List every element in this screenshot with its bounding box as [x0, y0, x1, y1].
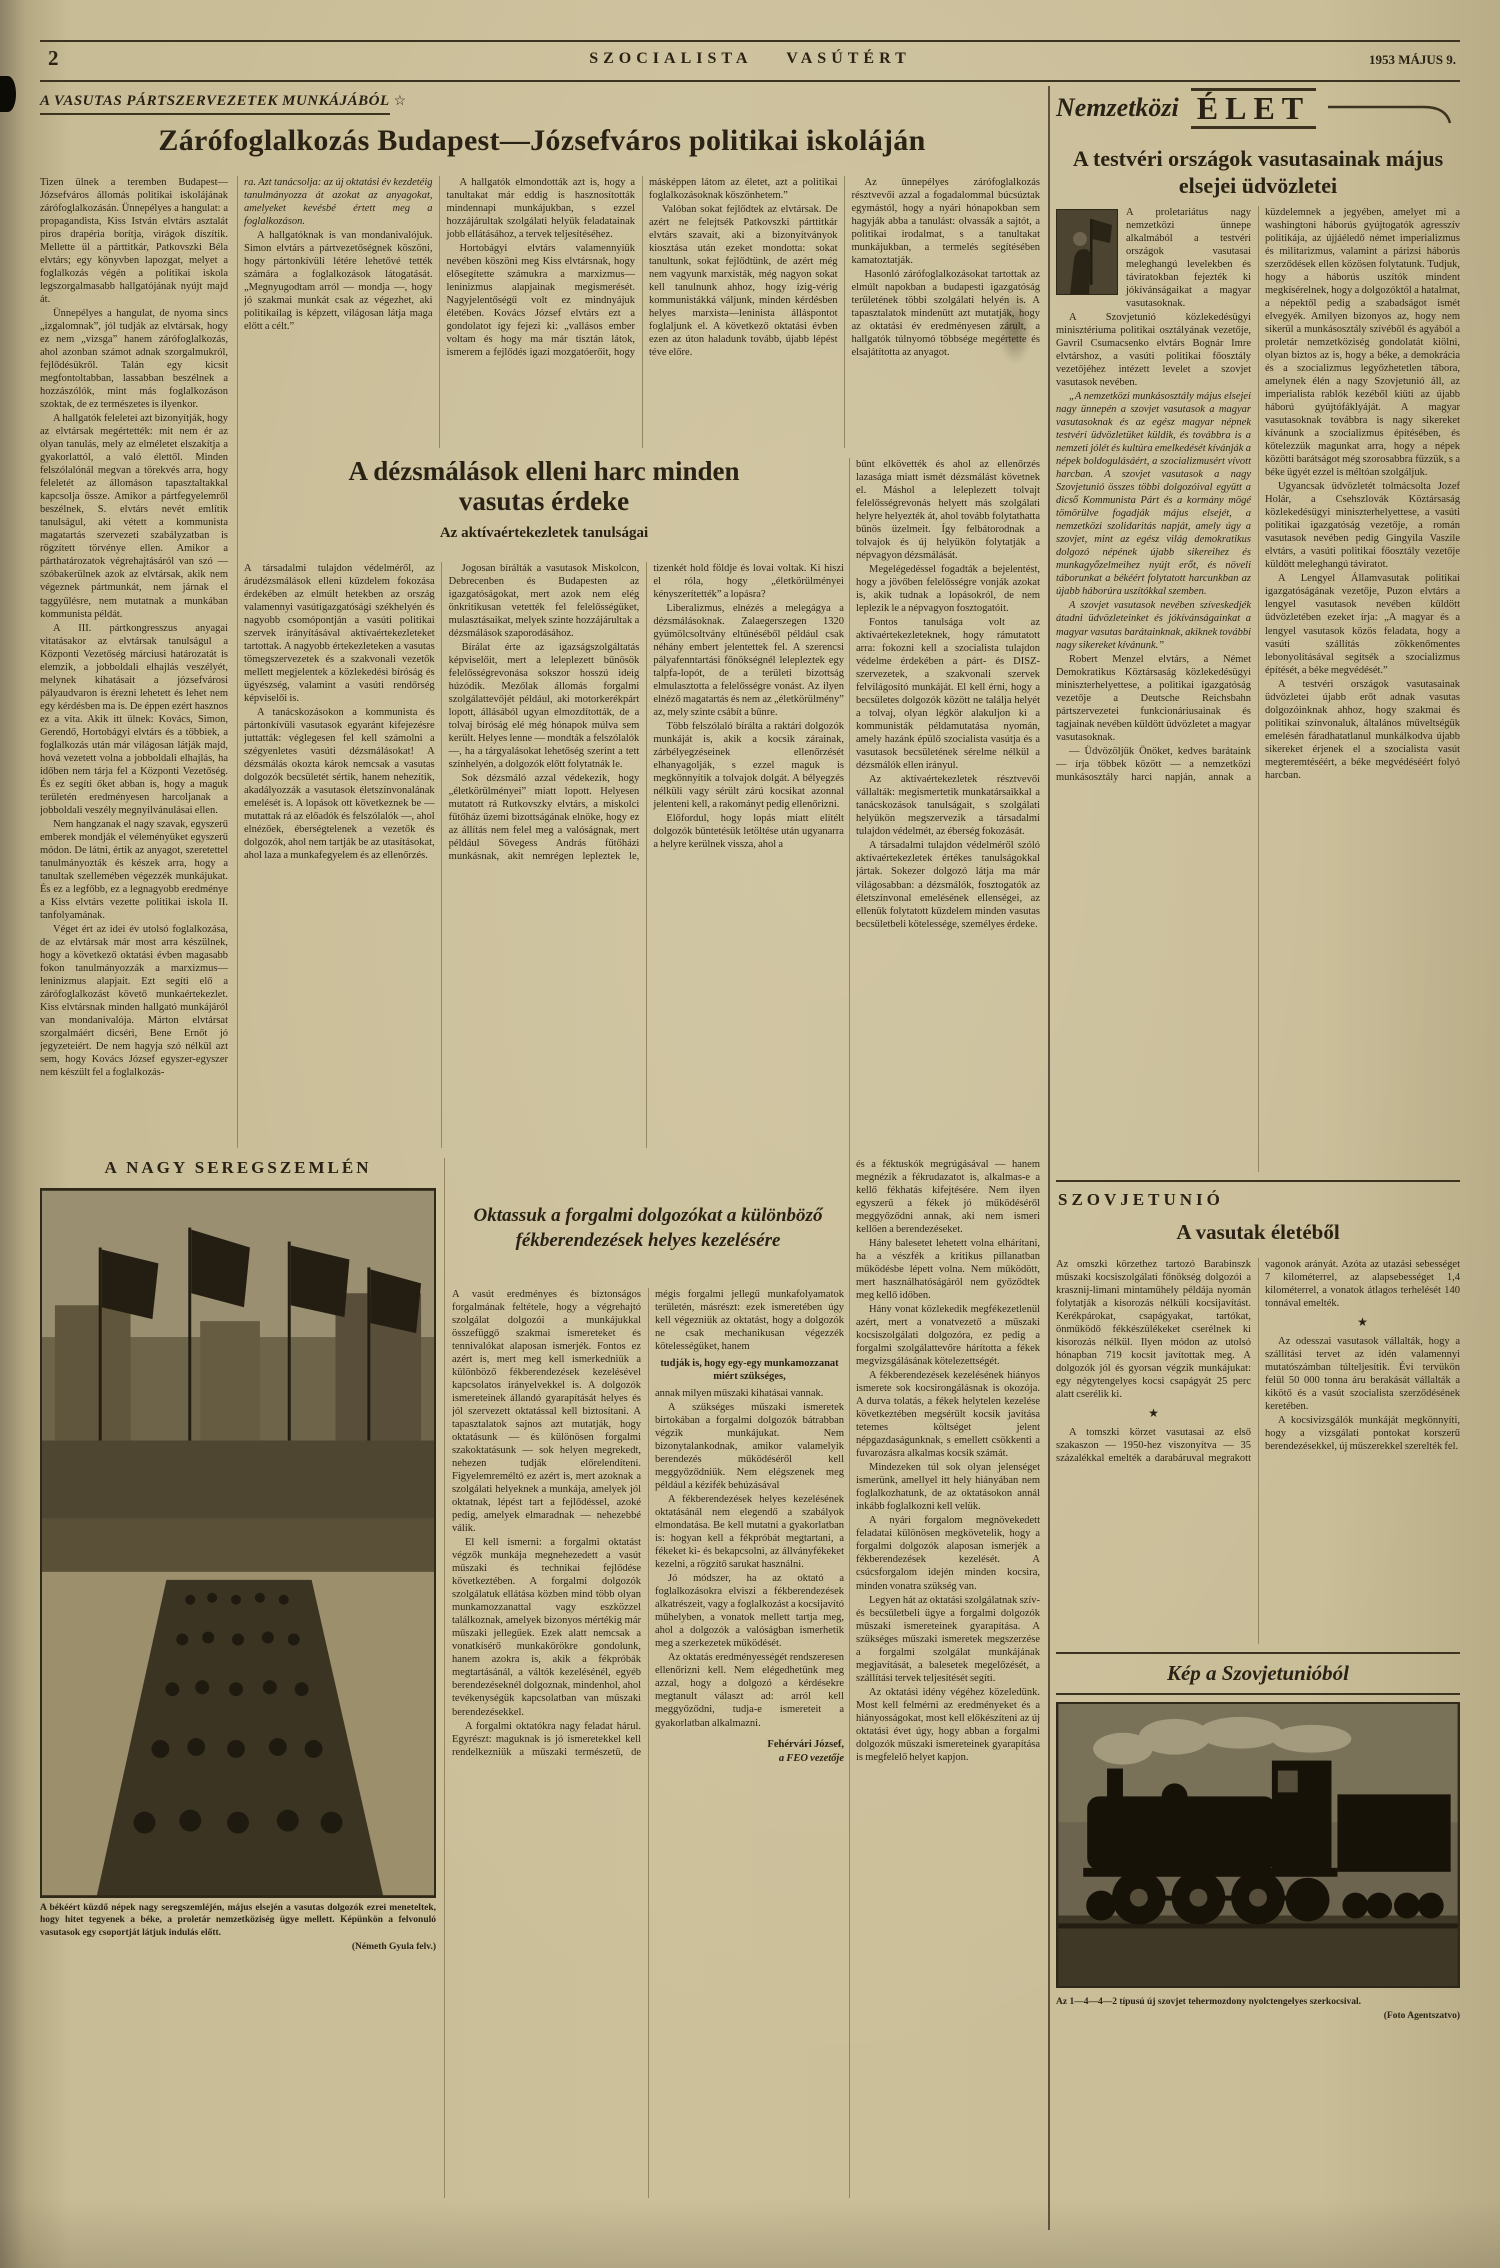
flourish-line [1328, 91, 1458, 125]
article-paragraph: Valóban sokat fejlődtek az elvtársak. De azért ne felejtsék Patkovszki párttitkár elvtárs szavait, aki a bizonyítványok kiosztása után ezeket mondotta: sokat tanultunk, sokat fejlődtünk, de azért még nem vagyunk marxisták, még nagyon sokat kell tanulnunk ahhoz, hogy ízig-vérig kommunistákká váljunk, minden kérdésben helyes marxista—leninista álláspontot foglaljunk el. A következő oktatási évben ezen az úton haladunk tovább, újabb lépést téve előre. [649, 204, 838, 359]
column-rule [444, 1158, 445, 2198]
international-title: ÉLET [1191, 88, 1316, 129]
article-paragraph: — Üdvözöljük Önöket, kedves barátaink — írja többek között — a nemzetközi munkásosztály harci napján, annak a küzdelemnek a jegyében, amelyet mi a washingtoni háborús gyújtogatók agresszív politikája, az újjáéledő német imperializmus és militarizmus, valamint a párizsi háborús szerződések ellen közösen folytatunk. Tudjuk, hogy a háborús uszítók mindent megkísérelnek, hogy a dolgozóktól a hatalmat, a népektől pedig a szabadságot ismét elvegyék. Amilyen bizonyos az, hogy nem sikerül a munkásosztály szívéből és agyából a proletár nemzetköziség gondolatát kiölni, olyan biztos az is, hogy a béke, a demokrácia és a szocializmus legyőzhetetlen tábora, amelynek élén a nagy Szovjetunió áll, az imperialista rablók kezéből kiüti az újabb háború gyújtófáklyáját. A magyar vasutasoknak továbbra is nagy sikereket kívánunk a szocializmus építésében, és kötelezzük magunkat arra, hogy a népek közötti barátságot még szorosabbra fűzzük, s a béke ügyét ezzel is méltóan szolgáljuk. [1056, 207, 1460, 783]
article-paragraph: Ünnepélyes a hangulat, de nyoma sincs „izgalomnak”, jól tudják az elvtársak, hogy ez nem „vizsga” hanem zárófoglalkozás, ahol azonban számot adnak szorgalmukról, fejlődésükről. Talán egy kicsit megfontoltabban, lassabban beszélnek a hozzászólók, mint más foglalkozáson szoktak, de ez természetes is ilyenkor. [40, 308, 228, 411]
page-number: 2 [48, 46, 59, 70]
article-paragraph: Az aktívaértekezletek résztvevői vállalták: megismertetik munkatársaikkal a tanácskozások tanulságait, s szolgálati helyükön megszervezik a társadalmi tulajdon védelmét, az éberség fokozását. [856, 774, 1040, 838]
article-paragraph: Tizen ülnek a teremben Budapest—Józsefváros állomás politikai iskolájának zárófoglalkozásán. Ünnepélyes a hangulat: a propagandista, Kiss István elvtárs asztalát piros drapéria borítja, virágok díszítik. Mellette ül a párttitkár, Patkovszki Béla elvtárs; egy könyvben lapozgat, melyet a foglalkozás végén a politikai iskola legszorgalmasabb hallgatójának nyújt majd át. [40, 177, 228, 306]
article-paragraph: bűnt elkövették és ahol az ellenőrzés lazasága miatt ismét dézsmálást követnek el. Máshol a leleplezett tolvajt felelősségrevonás helyett más szolgálati helyre helyezték át, ahol tovább folytathatta bűnös üzelmeit. Így felbátorodnak a tolvajok és új helyükön folytatják a népvagyon dézsmálását. [856, 459, 1040, 562]
article-paragraph: Nem hangzanak el nagy szavak, egyszerű emberek mondják el véleményüket egyszerű módon. De látni, értik az anyagot, szeretettel tanulmányozták és készek arra, hogy a tanultak szellemében végezzék munkájukat. És ez a legfőbb, ez a legnagyobb eredménye a Kiss elvtárs vezette politikai iskola II. tanfolyamának. [40, 818, 228, 921]
article-paragraph: A szovjet vasutasok nevében szíveskedjék átadni üdvözleteinket és jókívánságainkat a magyar vasutas barátainknak, akiknek további nagy sikereket kívánunk.” [1056, 600, 1251, 651]
article-paragraph: ★ [1357, 1315, 1368, 1330]
article-paragraph: Az odesszai vasutasok vállalták, hogy a szállítási tervet az idén valamennyi mutatószámban túlteljesítik. Évi tervükön felül 50 000 tonna áru berakását vállalták a kikötő és a vasút szocialista szerződésének keretében. [1265, 1335, 1460, 1413]
main-article-title: Zárófoglalkozás Budapest—Józsefváros politikai iskoláján [158, 124, 926, 157]
locomotive-caption-text: Az 1—4—4—2 típusú új szovjet tehermozdony nyolctengelyes szerkocsival. [1056, 1997, 1362, 2007]
article-paragraph: Fehérvári József, [767, 1738, 844, 1750]
greetings-body [1056, 206, 1460, 1172]
article-paragraph: Előfordul, hogy lopás miatt elítélt dolgozók büntetésük letöltése után ugyanarra a helyre kerülnek vissza, ahol a [653, 813, 844, 851]
article-paragraph: Legyen hát az oktatási szolgálatnak szív- és becsületbeli ügye a forgalmi dolgozók műszaki ismereteinek gyarapítása. A szükséges műszaki ismeretek megszerzése a forgalmi szolgálat munkájának megjavítását, a balesetek megelőzését, a szállítási tervek teljesítését segíti. [856, 1594, 1040, 1684]
article-paragraph: El kell ismerni: a forgalmi oktatást végzők munkája megnehezedett a vasút műszaki és technikai fejlődése következtében. A forgalmi dolgozók szolgálatuk ellátása közben mind több olyan munkamozzanattal vagy eszközzel találkoznak, amelyek bizonyos mértékig már műszaki jellegűek. Ezek alatt nemcsak a vonatkísérő munkakörökre gondolunk, hanem azokra is, akik a fékpróbák megtartásánál, a váltók kezelésénél, egyéb berendezéseknél dolgoznak, mindenhol, ahol tevékenységük kapcsolatban van műszaki berendezésekkel. [452, 1537, 641, 1718]
soviet-section-rule [1056, 1180, 1460, 1182]
main-article-col1 [40, 176, 228, 1148]
article-paragraph: A Lengyel Államvasutak politikai igazgatóságának vezetője, Puzon elvtárs a lengyel vasutasok nevében küldött üdvözletében ezeket írja: „A magyar és a lengyel vasutasok közös feladata, hogy a vasúti szállítás zökkenőmentes lebonyolításával segítsék a szocializmus építését, a béke megvédését.” [1265, 573, 1460, 676]
article-paragraph: A Szovjetunió közlekedésügyi minisztériuma politikai osztályának vezetője, Gavril Csumacsenko elvtárs Bognár Imre elvtárshoz, a vasúti politikai főosztály vezetőjéhez intézett levelet a szovjet vasutasok nevében. [1056, 312, 1251, 389]
article-paragraph: A tanácskozásokon a kommunista és pártonkívüli vasutasok egyaránt kifejezésre juttatták: véglegesen fel kell számolni a szégyenletes vasúti dézsmálásokat! A dézsmálás okozta károk nemcsak a vasutas dolgozók becsületét sértik, hanem nehezítik, akadályozzák a vasutasok életszínvonalának emelését is. A lopások ott következnek be — mutattak rá az előadók és felszólalók —, ahol elnézőek, éberségtelenek a vezetők és dolgozók, ahol nem tartják be az utasításokat, ahol laza a munkafegyelem és az ellenőrzés. [244, 707, 435, 862]
article-paragraph: A hallgatók feleletei azt bizonyítják, hogy az elvtársak megértették: mit nem ér az olyan tanulás, mely az elméletet elszakítja a gyakorlattól, a való élettől. Minden felszólalónál megvan a törekvés arra, hogy feleletét az állomáson tapasztaltakkal kapcsolja össze. Amikor a pártfegyelemről beszélnek, S. elvtárs nevét említik tanulságul, aki vétett a kommunista magatartás szervezeti szabályzatban is rögzített törvénye ellen. Amikor a párthatározatok végrehajtásáról van szó — szóbakerülnek azok az elvtársak, akik nem végeznek pártmunkát, nem járnak el taggyűlésre, nem mutatnak a munkában kommunista példát. [40, 413, 228, 620]
article-paragraph: A proletariátus nagy nemzetközi ünnepe alkalmából a testvéri országok vasutasai meleghangú levelekben és táviratokban fejezték ki jókívánságaikat a magyar vasutasoknak. [1126, 207, 1251, 310]
parade-caption-text: A békéért küzdő népek nagy seregszemléjén, május elsején a vasutas dolgozók ezrei meneteltek, hogy hitet tegyenek a béke, a proletár nemzetköziség ügye mellett. Képünkön a felvonuló vasutasok egy csoportját látjuk indulás előtt. [40, 1903, 436, 1938]
article-paragraph: Mindezeken túl sok olyan jelenséget ismerünk, amellyel itt hely hiányában nem foglalkozhatunk, de az oktatásokon annál inkább foglalkozni kell velük. [856, 1462, 1040, 1513]
article-paragraph: Sok dézsmáló azzal védekezik, hogy „életkörülményei” miatt lopott. Helyesen mutatott rá Rutkovszky elvtárs, a miskolci fűtőház üzemi bizottságának elnöke, hogy ez az állítás nem felel meg a valóságnak, mert például Sövegess András fűtőházi munkásnak, akit nemrégen lepleztek le, tizenkét hold földje és lovai voltak. Ki hiszi el róla, hogy „életkörülményei kényszerítették” a lopásra? [448, 563, 844, 863]
article-paragraph: A forgalmi oktatókra nagy feladat hárul. Egyrészt: maguknak is jó ismeretekkel kell rendelkezniük a műszaki természetű, de mégis forgalmi jellegű munkafolyamatok területén, másrészt: ezek ismeretében úgy kell végezniük az oktatást, hogy a dolgozók ne csak mechanikusan végezzék kötelességüket, hanem [452, 1289, 844, 1758]
soviet-photo-title: Kép a Szovjetunióból [1056, 1652, 1460, 1695]
article-paragraph: A társadalmi tulajdon védelméről, az árudézsmálások elleni küzdelem fokozása érdekében az elmúlt hetekben az ország valamennyi vasútigazgatósági székhelyén és nagyobb csomópontján a vasúti politikai szervek irányításával aktívaértekezleteket tartottak. A nagyobb értekezleteken a vasutas tömegszervezetek és a szakvonali vezetők mellett megjelentek a közlekedési bíróság és ügyészség, valamint a vasúti rendőrség képviselői is. [244, 563, 435, 705]
main-article-columns [244, 176, 1040, 448]
article-paragraph: Robert Menzel elvtárs, a Német Demokratikus Köztársaság közlekedésügyi miniszterhelyettese, a politikai igazgatóság vezetője a Deutsche Reichsbahn pártszervezetei funkcionáriusainak és tagjainak nevében küldött üdvözletet a magyar vasutasoknak. [1056, 653, 1251, 743]
article-paragraph: Hasonló zárófoglalkozásokat tartottak az elmúlt napokban a budapesti igazgatóság területének többi szolgálati helyén is. A tapasztalatok mindenütt azt mutatják, hogy az oktatási év eredményesen zárult, a hallgatók túlnyomó többsége megértette és elsajátította az anyagot. [851, 269, 1040, 359]
article-paragraph: Az oktatás eredményességét rendszeresen ellenőrizni kell. Nem elégedhetünk meg azzal, hogy a dolgozó a kérdésekre megtanult választ ad: arról kell meggyőződni, tudja-e ismereteit a gyakorlatban alkalmazni. [655, 1652, 844, 1729]
locomotive-caption [1056, 1996, 1460, 2023]
parade-photo-credit: (Németh Gyula felv.) [351, 1942, 436, 1953]
brakes-article-body [452, 1288, 844, 2198]
soviet-railways-body [1056, 1258, 1460, 1644]
brakes-article-title: Oktassuk a forgalmi dolgozókat a különböző fékberendezések helyes kezelésére [473, 1205, 823, 1251]
mayday-illustration [1056, 209, 1118, 295]
article-paragraph: Bírálat érte az igazságszolgáltatás képviselőit, mert a leleplezett bűnösök felelősségrevonása sokszor hosszú ideig húzódik. Mezőlak állomás forgalmi szolgálattevőjét például, aki motorkerékpárt lopott, állásából ugyan elmozdították, de a tolvaj bíróság elé még hónapok múlva sem került. Helyes lenne — mondták a felszólalók —, ha a tárgyalásokat lehetőség szerint a tett színhelyén, a dolgozók előtt folytatnák le. [448, 642, 640, 771]
header-rule-top [40, 40, 1460, 42]
article-paragraph: Jó módszer, ha az oktató a foglalkozásokra elviszi a fékberendezések alkatrészeit, vagy a foglalkozást a kocsijavító műhelyben, a vonatok mellett tartja meg, ahol a dolgozók a valóságban ismerhetik meg a szerkezetek működését. [655, 1573, 844, 1650]
dezsma-subtitle: Az aktívaértekezletek tanulságai [439, 525, 649, 542]
article-paragraph: Véget ért az idei év utolsó foglalkozása, de az elvtársak már most arra készülnek, hogy a következő oktatási évben magasabb fokon tanulmányozzák a marxizmus—leninizmus alapjait. Ezt segíti elő a zárófoglalkozást követő munkaértekezlet. Kiss elvtársnak minden hallgató munkájáról van mondanivalója. Márton elvtársat szorgalmáért dicséri, Bene Ernőt jó jegyzeteiért. De nem hagyja szó nélkül azt sem, hogy Kovács József egyszer-egyszer nem készült fel a foglalkozás- [40, 923, 228, 1079]
article-paragraph: annak milyen műszaki kihatásai vannak. [655, 1388, 824, 1400]
soviet-section-header: SZOVJETUNIÓ [1058, 1190, 1224, 1209]
locomotive-photo-frame [1056, 1702, 1460, 1988]
article-paragraph: Hány vonat közlekedik megfékezetlenül azért, mert a vonatvezető a műszaki kocsiszolgálati dolgozóra, ez pedig a forgalmi szolgálattevőre hárította a fékek megvizsgálásának kötelezettségét. [856, 1304, 1040, 1368]
soviet-railways-title: A vasutak életéből [1176, 1220, 1340, 1244]
article-paragraph: Az oktatási idény végéhez közeledünk. Most kell felmérni az eredményeket és a hiányosságokat, most kell előkészíteni az új oktatási évet úgy, hogy abban a forgalmi dolgozók műszaki ismereteinek gyarapítása is megfelelő helyet kapjon. [856, 1686, 1040, 1763]
article-paragraph: tudják is, hogy egy-egy munkamozzanat miért szükséges, [660, 1358, 839, 1383]
article-paragraph: Több felszólaló bírálta a raktári dolgozók munkáját is, akik a kocsik zárainak, zárbélyegzéseinek ellenőrzését elhanyagolják, s ezzel maguk is megkönnyítik a tolvajok dolgát. A bélyegzés nélküli vagy sérült zárú kocsikat azonnal jelenteni kell, a rakományt pedig ellenőrizni. [653, 721, 844, 811]
article-paragraph: A kocsivizsgálók munkáját megkönnyíti, hogy a vizsgálati pontokat korszerű berendezésekkel, új műszerekkel szerelték fel. [1265, 1415, 1460, 1453]
article-paragraph: Jogosan bírálták a vasutasok Miskolcon, Debrecenben és Budapesten az igazgatóságokat, mert azok nem elég önkritikusan vetették fel felelősségüket, mulasztásaikat, melyek szinte hozzájárultak a dézsmálások szaporodásához. [448, 563, 640, 640]
scan-artifact [0, 76, 16, 112]
article-paragraph: A nyári forgalom megnövekedett feladatai különösen megkövetelik, hogy a forgalmi dolgozók alaposan ismerjék a fékberendezések kezelését. A csúcsforgalom idején minden kocsira, minden vonatra szükség van. [856, 1515, 1040, 1592]
article-paragraph: A fékberendezések helyes kezelésének oktatásánál nem elegendő a szabályok elmondatása. Be kell mutatni a gyakorlatban is: hogyan kell a fékpróbát megtartani, a fékeket ki- és bekapcsolni, az állványfékeket kezelni, a rögzítő sarukat használni. [655, 1494, 844, 1571]
greetings-title: A testvéri országok vasutasainak május elsejei üdvözletei [1072, 146, 1444, 198]
article-paragraph: Az omszki körzethez tartozó Barabinszk műszaki kocsiszolgálati főnökség dolgozói a krasznij-limani mintaműhely példája nyomán folytatják a kisorozás nélküli kocsijavítást. Kerékpárokat, csapágyakat, tartókat, önműködő fékkészülékeket cserélnek ki kisorozás nélkül. Ilyen módon az utolsó hónapban 719 kocsit javítottak meg. A dolgozók jól és gyorsan végzik munkájukat: egy négytengelyes kocsi csapágyát 25 perc alatt cserélik ki. [1056, 1259, 1251, 1401]
masthead: SZOCIALISTA VASÚTÉRT [589, 50, 911, 67]
international-prefix: Nemzetközi [1056, 93, 1179, 123]
article-paragraph: ★ [1148, 1406, 1159, 1421]
article-paragraph: Fontos tanulsága volt az aktívaértekezleteknek, hogy rámutatott arra: fokozni kell a szocialista tulajdon védelme érdekében a párt- és DISZ-szervezetek, a szakvonali szervek felvilágosító munkáját. El kell érni, hogy a becsületes dolgozók között ne találja helyét a tolvaj, olyan légkör alakuljon ki a kommunisták példamutatása nyomán, amely hazánk épülő szocialista vasútja és a vasutasok becsületének sérelme nélkül a dézsmálók ellen irányul. [856, 617, 1040, 772]
column-rule [237, 176, 238, 1148]
article-paragraph: A testvéri országok vasutasainak üdvözletei újabb erőt adnak vasutas dolgozóinknak ahhoz, hogy szakmai és politikai színvonaluk, általános műveltségük emelésén fáradhatatlanul munkálkodva újabb sikereket érjenek el a szocialista vasút megteremtéséért, a béke megvédéséért folyó harcban. [1265, 678, 1460, 781]
dezsma-body [244, 562, 844, 1148]
dezsma-side-column [856, 458, 1040, 1148]
parade-photo [40, 1188, 436, 1898]
mayday-illustration-art [1056, 209, 1118, 295]
article-paragraph: A fékberendezések kezelésének hiányos ismerete sok kocsirongálásnak is okozója. A durva tolatás, a fékek helytelen kezelése következtében megsérült kocsik javítása tetemes költséget jelent népgazdaságunknak, s emellett csökkenti a fuvarozásra alkalmas kocsik számát. [856, 1370, 1040, 1460]
article-paragraph: Hány balesetet lehetett volna elhárítani, ha a vészfék a kritikus pillanatban működésbe lépett volna. Nem működött, mert használhatóságáról nem győződtek meg kellő időben. [856, 1238, 1040, 1302]
parade-title: A NAGY SEREGSZEMLÉN [104, 1158, 372, 1177]
article-paragraph: A vasút eredményes és biztonságos forgalmának feltétele, hogy a végrehajtó szolgálat dolgozói a munkájukkal összefüggő szakmai ismereteket és tennivalókat alaposan ismerjék. Fontos ez azért is, mert meg kell ismerkedniük a különböző fékberendezések kezelésével kapcsolatos irányelvekkel is. A dolgozók ismereteinek állandó gyarapítását helyes és jól szervezett oktatással kell biztosítani. A tapasztalatok sajnos azt mutatják, hogy oktatásunk — és különösen forgalmi szakoktatásunk — sok helyen megrekedt, nehezen tudják előrelendíteni. Figyelemreméltó ez azért is, mert azoknak a szolgálati helyeknek a munkája, amelyek jól oktatnak, lépést tart a fejlődéssel, azoké pedig, amelyek elmaradnak — nehezebbé válik. [452, 1289, 641, 1535]
star-icon: ☆ [393, 94, 407, 109]
column-rule [849, 458, 850, 2198]
locomotive-photo-credit: (Foto Agentszatvo) [1383, 2011, 1460, 2022]
article-paragraph: ra. Azt tanácsolja: az új oktatási év kezdetéig tanulmányozza át azokat az anyagokat, amelyeket kevésbé értett meg a foglalkozáson. [244, 177, 433, 228]
dezsma-title: A dézsmálások elleni harc minden vasutas érdeke [348, 456, 740, 517]
locomotive-photo [1056, 1702, 1460, 1988]
issue-date: 1953 MÁJUS 9. [1368, 52, 1456, 67]
article-paragraph: Az ünnepélyes zárófoglalkozás résztvevői azzal a fogadalommal búcsúztak egymástól, hogy a nyári hónapokban sem hagyják abba a tanulást: olvassák a sajtót, a politikai irodalmat, s a tanultakat munkájukban, a termelés segítésében kamatoztatják. [851, 177, 1040, 267]
article-paragraph: A társadalmi tulajdon védelméről szóló aktívaértekezletek értékes tanulságokkal jártak. Sokezer dolgozó látja ma már világosabban: a dézsmálók, fosztogatók az életszínvonal emelésének ellenségei, az ellenük folytatott küzdelem minden vasutas becsületbeli kötelessége, személyes érdeke. [856, 840, 1040, 930]
section-banner [40, 92, 406, 115]
dezsma-headline-block [244, 456, 844, 542]
article-paragraph: Liberalizmus, elnézés a melegágya a dézsmálásoknak. Zalaegerszegen 1320 gyümölcsoltvány eltűnéséből például csak néhány embert jelentettek fel. A szerencsi pályafenntartási főnökségnél lelepleztek egy talpfa-lopót, de a területi bizottság elmulasztotta a felelősségre vonást. Az ilyen elnéző magatartás és nem az „életkörülmény” az, mely szinte csábít a bűnre. [653, 603, 844, 719]
article-paragraph: A hallgatók elmondották azt is, hogy a tanultakat már eddig is hasznosították mindennapi munkájukban, s ezzel hozzájárultak szolgálati helyük feladatainak jobb ellátásához, a tervek teljesítéséhez. [446, 177, 635, 241]
parade-photo-frame [40, 1188, 436, 1898]
article-paragraph: A hallgatóknak is van mondanivalójuk. Simon elvtárs a pártvezetőségnek köszöni, hogy pártonkívüli létére lehetővé tették számára a foglalkozások látogatását. „Megnyugodtam arról — mondja —, hogy jó szakmai munkát csak az végezhet, aki politikailag is képzett, világosan látja maga előtt a célt.” [244, 230, 433, 333]
region-divider [1048, 86, 1050, 2230]
article-paragraph: „A nemzetközi munkásosztály május elsejei nagy ünnepén a szovjet vasutasok a magyar vasutasoknak és az egész magyar népnek testvéri üdvözletüket küldik, és továbbra is a nemzeti jólét és kultúra emelkedését kívánják a népek boldogulásáért, a szocializmusért vívott harcban. A szovjet vasutasok a nagy Szovjetunió összes többi dolgozóival együtt a dicső Kommunista Párt és a kormány mögé tömörülve fogadják május elsejét, a nemzetközi szolidaritás napját, amely úgy a szovjet, mint az egész világ demokratikus dolgozó népének újabb sikereihez és munkagyőzelmeihez nyújt erőt, és növeli táborunkat a békéért folytatott harcunkban az újabb háborúra uszítókkal szemben. [1056, 391, 1251, 598]
brakes-article-side-column [856, 1158, 1040, 2198]
article-paragraph: Ugyancsak üdvözletét tolmácsolta Jozef Holár, a Csehszlovák Köztársaság közlekedésügyi miniszterhelyettese, a vasúti politikai igazgatóság vezetője, a román vasutasok nevében pedig Gingyila Vaszile elvtárs, a vasúti politikai főosztály vezetője küldött meleghangú táviratot. [1265, 481, 1460, 571]
article-paragraph: a FEO vezetője [778, 1752, 844, 1764]
article-paragraph: A III. pártkongresszus anyagai vitatásakor az elvtársak tanulságul a Központi Vezetőség márciusi határozatát is elemzik, a jobboldali elhajlás veszélyét, melynek kihatásait a józsefvárosi pályaudvaron is érezni lehetett és lehet nem egy kérdésben ma is. De éppen ezért hasznos ez a vita. Akik itt ülnek: Kovács, Simon, Gerendő, Hortobágyi elvtárs és a többiek, a foglalkozás után már világosan látják majd, hová vezetett volna a jobboldali elhajlás, ha időben nem tárja fel a Központi Vezetőség. És ez segíti őket abban is, hogy a maguk területén eredményesen harcoljanak a jobboldali veszély megnyilvánulásai ellen. [40, 622, 228, 816]
article-paragraph: A tomszki körzet vasutasai az első szakaszon — 1950-hez viszonyítva — 35 százalékkal emelték a darabáruval megrakott vagonok arányát. Azóta az utazási sebességet 7 kilométerrel, az alapsebességet 1,4 kilométerrel, a vonatok átlagos terhelését 140 tonnával emelték. [1056, 1259, 1460, 1465]
parade-caption [40, 1902, 436, 1953]
article-paragraph: Hortobágyi elvtárs valamennyiük nevében köszöni meg Kiss elvtársnak, hogy elősegítette számukra a marxizmus—leninizmus alapjainak megismerését. Nagyjelentőségű volt ez mindnyájuk életében. Kovács József elvtárs ezt a gondolatot így fejezi ki: „vallásos ember voltam és hogy ma már tisztán látok, ismerem a fejlődés igazi mozgatóerőit, hogy másképpen látom az életet, azt a politikai foglalkozásoknak köszönhetem.” [446, 177, 838, 359]
header-rule-bottom [40, 80, 1460, 82]
international-header [1056, 88, 1460, 129]
article-paragraph: A szükséges műszaki ismeretek birtokában a forgalmi dolgozók bátrabban végzik munkájukat. Nem bizonytalankodnak, amikor valamelyik berendezés működéséről kell meggyőződniük. Nem elégszenek meg például a kézifék behúzásával [655, 1402, 844, 1492]
section-banner-label: A VASUTAS PÁRTSZERVEZETEK MUNKÁJÁBÓL [40, 93, 390, 115]
article-paragraph: Megelégedéssel fogadták a bejelentést, hogy a jövőben felelősségre vonják azokat is, akik tudnak a lopásokról, de nem leplezik le a népvagyon fosztogatóit. [856, 564, 1040, 615]
article-paragraph: és a féktuskók megrúgásával — hanem megnézik a fékrudazatot is, alkalmas-e a kellő fékhatás kifejtésére. Nem ilyen egyszerű a fékek jó működéséről meggyőződni annak, aki nem ismeri kellően a berendezéseket. [856, 1159, 1040, 1236]
